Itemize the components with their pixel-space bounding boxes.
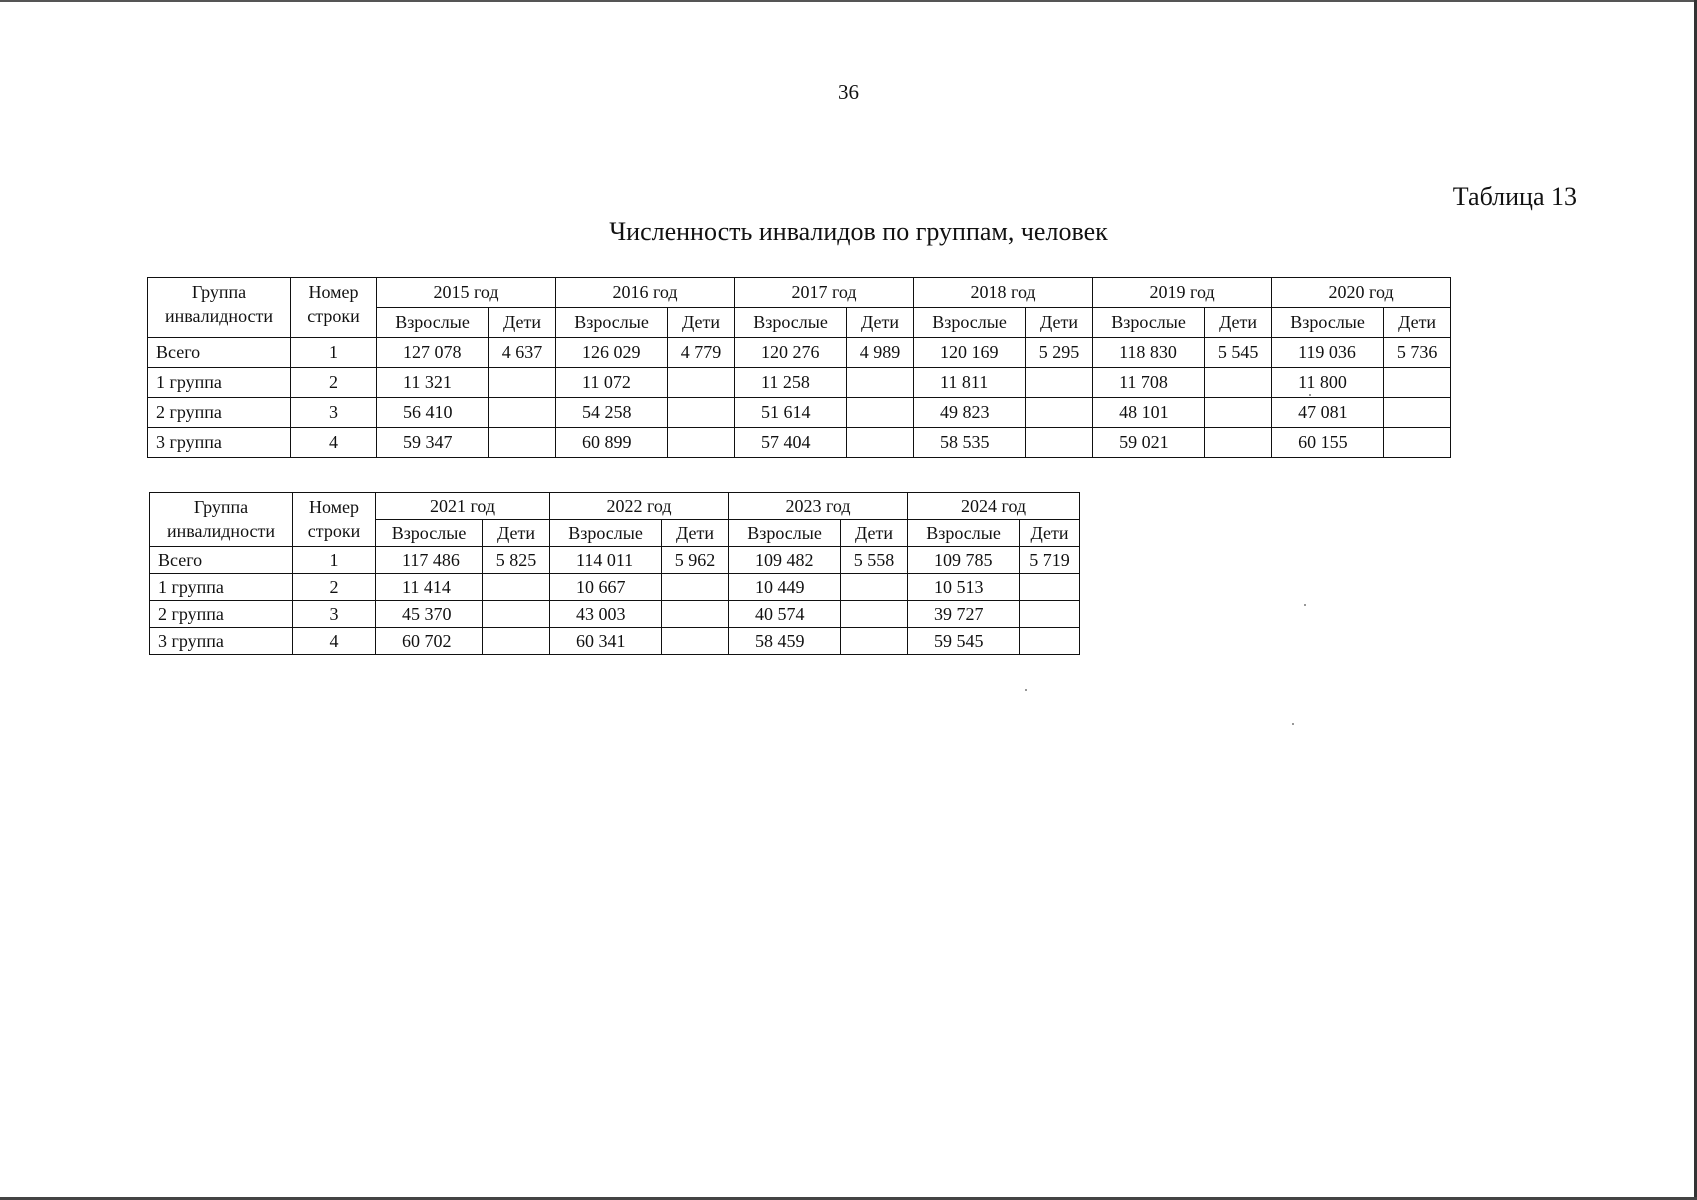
adults-value: 59 545 [908,628,1020,655]
children-value [1020,628,1080,655]
header-number-cell [293,493,376,547]
scan-speck [1304,604,1306,606]
adults-value: 10 513 [908,574,1020,601]
adults-header: Взрослые [914,308,1026,338]
adults-value: 119 036 [1272,338,1384,368]
children-header: Дети [847,308,914,338]
row-group-name: 2 группа [150,601,293,628]
table-header [150,493,1080,547]
row-number: 2 [291,368,377,398]
adults-value: 118 830 [1093,338,1205,368]
children-value [841,628,908,655]
adults-value: 51 614 [735,398,847,428]
header-group-cell [150,493,293,547]
header-number-line1: Номер [308,282,359,302]
table-row [148,338,1451,368]
adults-value: 49 823 [914,398,1026,428]
children-value [1020,601,1080,628]
table-body [148,338,1451,458]
adults-value: 43 003 [550,601,662,628]
row-group-name: 1 группа [148,368,291,398]
row-group-name: 2 группа [148,398,291,428]
children-value: 5 719 [1020,547,1080,574]
table-body [150,547,1080,655]
adults-header: Взрослые [550,520,662,547]
adults-value: 59 347 [377,428,489,458]
children-value [847,428,914,458]
adults-value: 11 811 [914,368,1026,398]
children-header: Дети [662,520,729,547]
adults-value: 120 169 [914,338,1026,368]
children-value [662,574,729,601]
header-row-years [148,278,1451,308]
children-header: Дети [483,520,550,547]
document-title: Численность инвалидов по группам, человек [609,217,1108,246]
children-header: Дети [841,520,908,547]
row-group-name: Всего [148,338,291,368]
year-header: 2021 год [376,493,550,520]
header-group-line2: инвалидности [166,521,276,541]
row-number: 3 [293,601,376,628]
children-value [1205,398,1272,428]
children-value [1026,428,1093,458]
adults-value: 60 341 [550,628,662,655]
adults-value: 59 021 [1093,428,1205,458]
header-group-line2: инвалидности [164,306,274,326]
children-value: 4 989 [847,338,914,368]
table-label: Таблица 13 [1452,182,1577,211]
adults-value: 11 072 [556,368,668,398]
children-value [1205,428,1272,458]
children-value [483,628,550,655]
children-value [662,601,729,628]
children-value [668,368,735,398]
adults-header: Взрослые [729,520,841,547]
children-header: Дети [1020,520,1080,547]
row-group-name: 3 группа [150,628,293,655]
table-row [150,601,1080,628]
adults-value: 109 785 [908,547,1020,574]
year-header: 2024 год [908,493,1080,520]
table-row [148,428,1451,458]
adults-value: 11 258 [735,368,847,398]
table-row [150,574,1080,601]
header-number-line2: строки [307,521,361,541]
children-value [1020,574,1080,601]
adults-value: 10 667 [550,574,662,601]
adults-value: 11 321 [377,368,489,398]
children-header: Дети [1205,308,1272,338]
adults-header: Взрослые [377,308,489,338]
year-header: 2016 год [556,278,735,308]
adults-value: 60 899 [556,428,668,458]
children-value [1205,368,1272,398]
adults-value: 109 482 [729,547,841,574]
adults-header: Взрослые [735,308,847,338]
adults-header: Взрослые [1272,308,1384,338]
disability-table-2021-2024 [149,492,1080,655]
row-number: 3 [291,398,377,428]
year-header: 2018 год [914,278,1093,308]
children-header: Дети [1384,308,1451,338]
scan-speck [1309,394,1311,396]
adults-value: 40 574 [729,601,841,628]
header-group-line1: Группа [191,282,247,302]
adults-header: Взрослые [908,520,1020,547]
year-header: 2023 год [729,493,908,520]
adults-value: 10 449 [729,574,841,601]
row-group-name: Всего [150,547,293,574]
year-header: 2020 год [1272,278,1451,308]
row-number: 4 [291,428,377,458]
children-value [1384,368,1451,398]
header-number-line1: Номер [308,497,360,517]
row-number: 2 [293,574,376,601]
table-row [150,547,1080,574]
adults-value: 58 535 [914,428,1026,458]
adults-value: 58 459 [729,628,841,655]
children-value [847,398,914,428]
adults-header: Взрослые [1093,308,1205,338]
adults-value: 11 414 [376,574,483,601]
scan-edge-top [0,0,1697,2]
children-value [668,428,735,458]
row-number: 1 [293,547,376,574]
children-value [1384,398,1451,428]
adults-value: 47 081 [1272,398,1384,428]
children-header: Дети [1026,308,1093,338]
children-value [1384,428,1451,458]
adults-value: 114 011 [550,547,662,574]
adults-value: 54 258 [556,398,668,428]
children-value: 4 779 [668,338,735,368]
children-value [1026,368,1093,398]
adults-value: 57 404 [735,428,847,458]
children-value: 5 545 [1205,338,1272,368]
adults-value: 117 486 [376,547,483,574]
adults-value: 120 276 [735,338,847,368]
header-number-cell [291,278,377,338]
children-value [668,398,735,428]
children-value: 5 736 [1384,338,1451,368]
table-row [148,368,1451,398]
row-number: 1 [291,338,377,368]
adults-value: 45 370 [376,601,483,628]
page-number: 36 [838,80,859,104]
children-value [483,601,550,628]
children-value [483,574,550,601]
children-value [489,368,556,398]
header-number-line2: строки [307,306,360,326]
adults-value: 56 410 [377,398,489,428]
children-value [662,628,729,655]
adults-value: 127 078 [377,338,489,368]
row-number: 4 [293,628,376,655]
children-value [847,368,914,398]
children-value: 5 558 [841,547,908,574]
year-header: 2019 год [1093,278,1272,308]
children-value [841,574,908,601]
table-header [148,278,1451,338]
adults-header: Взрослые [556,308,668,338]
adults-value: 60 155 [1272,428,1384,458]
children-value: 5 962 [662,547,729,574]
children-value: 5 295 [1026,338,1093,368]
header-group-cell [148,278,291,338]
year-header: 2022 год [550,493,729,520]
children-header: Дети [489,308,556,338]
header-row-years [150,493,1080,520]
adults-header: Взрослые [376,520,483,547]
adults-value: 11 800 [1272,368,1384,398]
year-header: 2015 год [377,278,556,308]
header-group-line1: Группа [193,497,249,517]
children-value: 4 637 [489,338,556,368]
row-group-name: 3 группа [148,428,291,458]
children-value: 5 825 [483,547,550,574]
scan-speck [1025,689,1027,691]
adults-value: 126 029 [556,338,668,368]
children-value [841,601,908,628]
children-value [1026,398,1093,428]
adults-value: 39 727 [908,601,1020,628]
adults-value: 60 702 [376,628,483,655]
table-row [150,628,1080,655]
children-header: Дети [668,308,735,338]
children-value [489,428,556,458]
scan-speck [1292,723,1294,725]
disability-table-2015-2020 [147,277,1451,458]
adults-value: 11 708 [1093,368,1205,398]
year-header: 2017 год [735,278,914,308]
children-value [489,398,556,428]
adults-value: 48 101 [1093,398,1205,428]
row-group-name: 1 группа [150,574,293,601]
table-row [148,398,1451,428]
